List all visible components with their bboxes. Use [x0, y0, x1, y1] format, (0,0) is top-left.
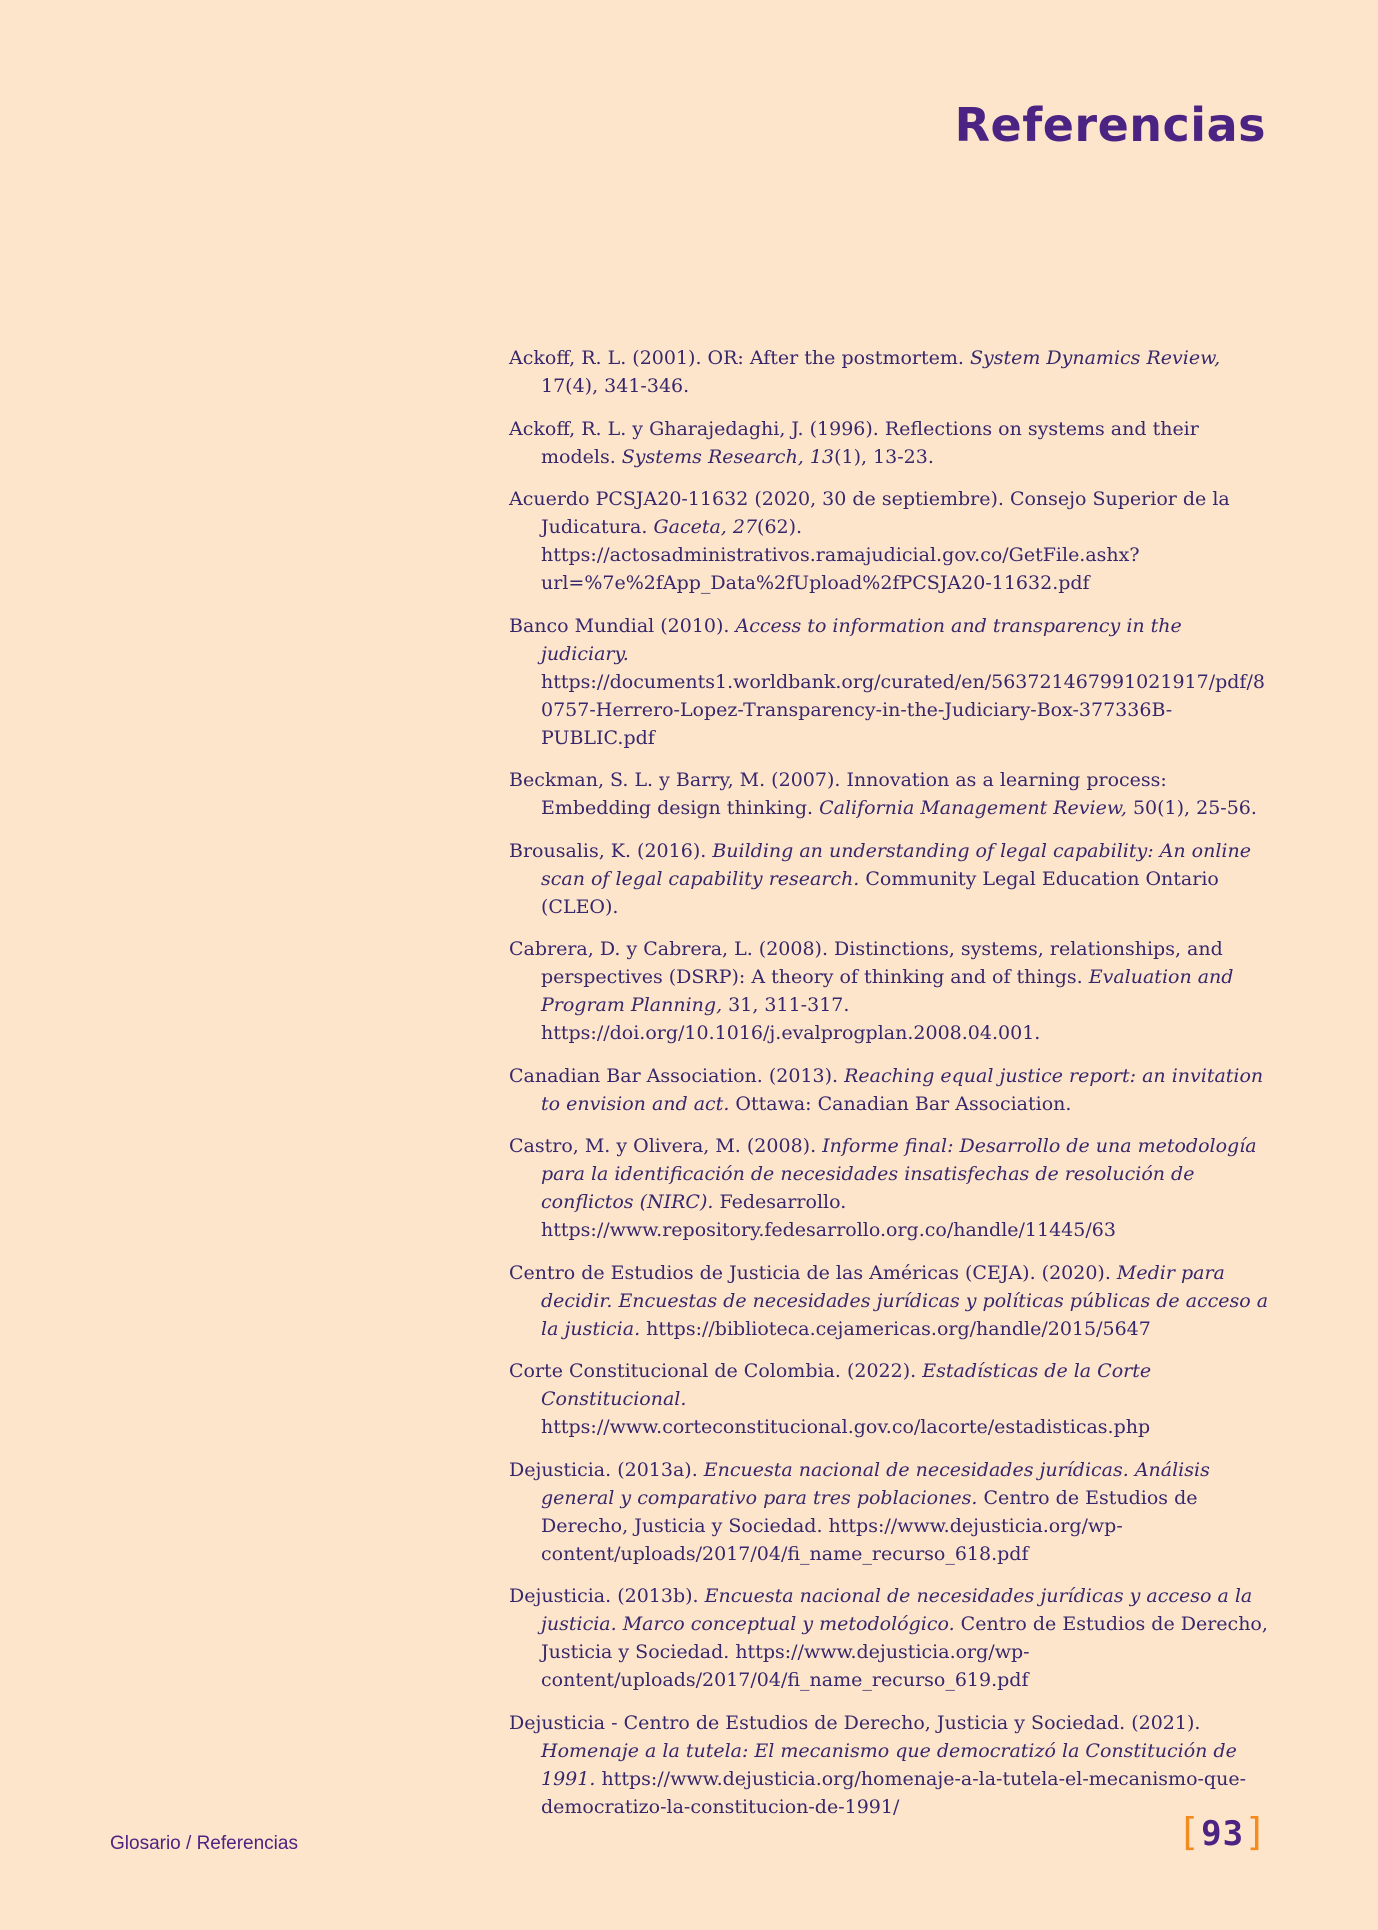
footer-section-label: Glosario / Referencias — [110, 1833, 298, 1854]
reference-item: Canadian Bar Association. (2013). Reaching equal justice report: an invitation to envision and act. Ottawa: Canadian Bar Association. — [509, 1064, 1264, 1115]
page-number-bracket-close: ] — [1244, 1810, 1268, 1854]
page-number-value: 93 — [1201, 1814, 1245, 1854]
reference-item: Beckman, S. L. y Barry, M. (2007). Innovation as a learning process: Embedding design thinking. California Management Review, 50(1), 25-56. — [509, 769, 1257, 819]
reference-item: Brousalis, K. (2016). Building an understanding of legal capability: An online scan of legal capability research. Community Legal Education Ontario (CLEO). — [509, 839, 1251, 918]
page-number — [1177, 1810, 1268, 1854]
reference-item: Dejusticia - Centro de Estudios de Derecho, Justicia y Sociedad. (2021). Homenaje a la tutela: El mecanismo que democratizó la Constitución de 1991. https://www.dejusticia.org/homenaje-a-la-tutela-el-mecanismo-que-democratizo-la-constitucion-de-1991/ — [509, 1711, 1246, 1818]
reference-item: Corte Constitucional de Colombia. (2022). Estadísticas de la Corte Constitucional. https://www.corteconstitucional.gov.co/lacorte/estadisticas.php — [509, 1360, 1152, 1438]
reference-item: Castro, M. y Olivera, M. (2008). Informe final: Desarrollo de una metodología para la identificación de necesidades insatisfechas de resolución de conflictos (NIRC). Fedesarrollo. https://www.repository.fedesarrollo.org.co/handle/11445/63 — [509, 1135, 1257, 1241]
reference-item: Ackoff, R. L. (2001). OR: After the postmortem. System Dynamics Review, 17(4), 341-346. — [509, 347, 1221, 397]
page-number-bracket-open: [ — [1177, 1810, 1202, 1854]
reference-item: Ackoff, R. L. y Gharajedaghi, J. (1996). Reflections on systems and their models. Systems Research, 13(1), 13-23. — [509, 417, 1199, 468]
page-title: Referencias — [954, 98, 1266, 152]
reference-item: Banco Mundial (2010). Access to information and transparency in the judiciary. https://documents1.worldbank.org/curated/en/563721467991021917/pdf/80757-Herrero-Lopez-Transparency-in-the-Judiciary-Box-377336B-PUBLIC.pdf — [509, 614, 1265, 749]
reference-item: Dejusticia. (2013b). Encuesta nacional de necesidades jurídicas y acceso a la justicia. Marco conceptual y metodológico. Centro de Estudios de Derecho, Justicia y Sociedad. https://www.dejusticia.org/wp-content/uploads/2017/04/fi_name_recurso_619.pdf — [509, 1585, 1268, 1691]
reference-item: Centro de Estudios de Justicia de las Américas (CEJA). (2020). Medir para decidir. Encuestas de necesidades jurídicas y políticas públicas de acceso a la justicia. https://biblioteca.cejamericas.org/handle/2015/5647 — [509, 1261, 1269, 1340]
reference-item: Cabrera, D. y Cabrera, L. (2008). Distinctions, systems, relationships, and perspectives (DSRP): A theory of thinking and of things. Evaluation and Program Planning, 31, 311-317. https://doi.org/10.1016/j.evalprogplan.2008.04.001. — [509, 938, 1234, 1044]
reference-list — [509, 344, 1269, 1835]
reference-item: Acuerdo PCSJA20-11632 (2020, 30 de septiembre). Consejo Superior de la Judicatura. Gaceta, 27(62). https://actosadministrativos.ramajudicial.gov.co/GetFile.ashx?url=%7e%2fApp_Data%2fUpload%2fPCSJA20-11632.pdf — [509, 488, 1230, 594]
reference-item: Dejusticia. (2013a). Encuesta nacional de necesidades jurídicas. Análisis general y comparativo para tres poblaciones. Centro de Estudios de Derecho, Justicia y Sociedad. https://www.dejusticia.org/wp-content/uploads/2017/04/fi_name_recurso_618.pdf — [509, 1458, 1210, 1565]
